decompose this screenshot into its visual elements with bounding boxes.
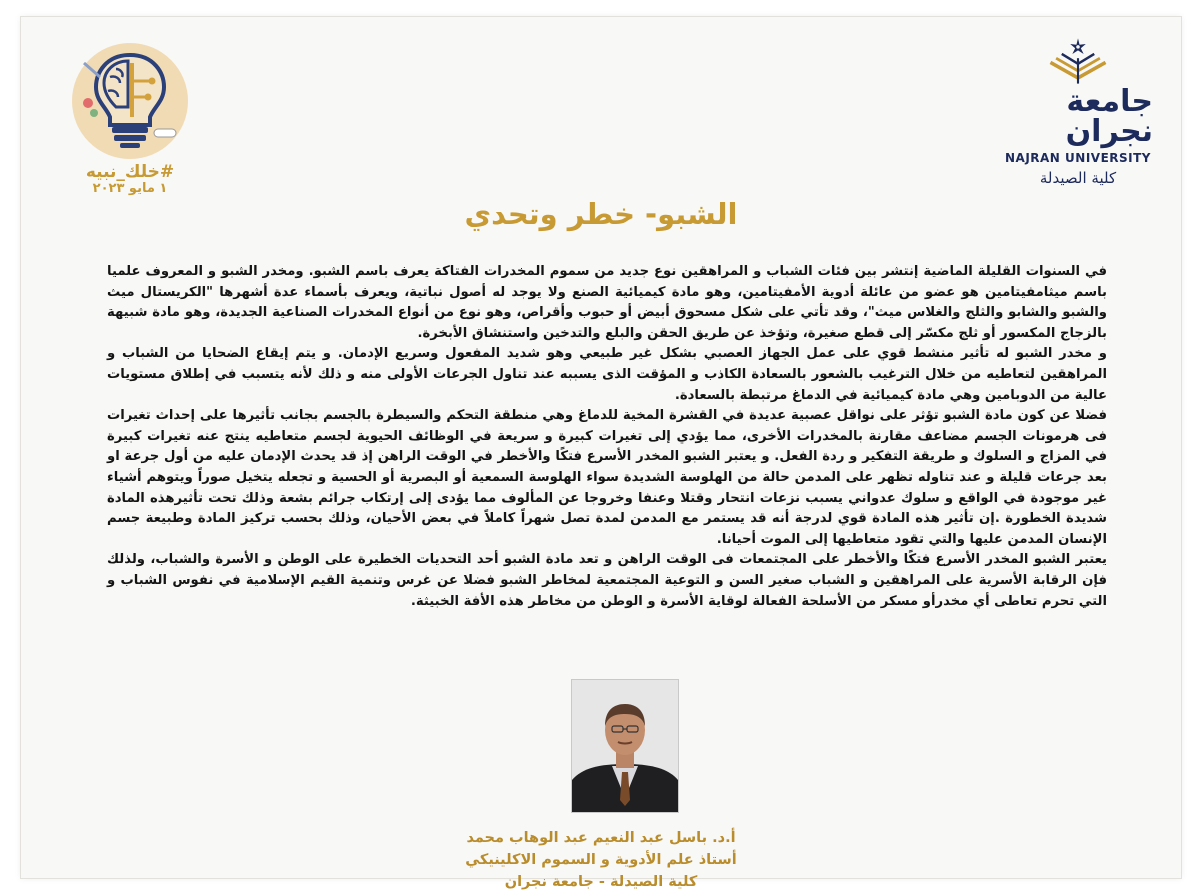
campaign-logo bbox=[55, 41, 205, 217]
poster-page bbox=[20, 16, 1182, 890]
campaign-date: ١ مايو ٢٠٢٣ bbox=[92, 181, 168, 196]
author-name: أ.د. باسل عبد النعيم عبد الوهاب محمد bbox=[466, 830, 736, 846]
university-emblem-icon bbox=[1033, 37, 1123, 85]
university-name-english: NAJRAN UNIVERSITY bbox=[1004, 151, 1151, 165]
university-name-arabic: جامعة نجران bbox=[1065, 84, 1153, 149]
paragraph-2: و مخدر الشبو له تأثير منشط قوي على عمل الجهاز العصبي بشكل غير طبيعي وهو شديد المفعول وسريع الإدمان. و يتم إيقاع الضحايا من الشباب و المراهقين لتعاطيه من خلال الترغيب بالشعور بالسعادة الكاذب و المؤقت الذى يسببه عند تناول الجرعات الأولى منه و ذلك لأنه يتسبب في إطلاق مستويات عالية من الدوبامين وهي مادة كيميائية في الدماغ مرتبطة بالسعادة. bbox=[107, 346, 1107, 403]
najran-university-logo bbox=[1003, 37, 1153, 187]
brain-bulb-icon bbox=[70, 41, 190, 161]
article-title: الشبو- خطر وتحدي bbox=[464, 197, 738, 231]
author-signature bbox=[21, 827, 1181, 893]
author-photo bbox=[571, 679, 679, 813]
paragraph-4: يعتبر الشبو المخدر الأسرع فتكًا والأخطر على المجتمعات فى الوقت الراهن و تعد مادة الشبو أحد التحديات الخطيرة على الوطن و الأسرة والشباب، ولذلك فإن الرقابة الأسرية على المراهقين و الشباب صغير السن و التوعية المجتمعية لمخاطر الشبو فضلا عن غرس وتنمية القيم الإسلامية في نفوس الشباب و التي تحرم تعاطى أي مخدرأو مسكر من الأسلحة الفعالة لوقاية الأسرة و الوطن من مخاطر هذه الأفة الخبيثة. bbox=[107, 552, 1107, 609]
author-affiliation: كلية الصيدلة - جامعة نجران bbox=[504, 874, 698, 890]
college-name: كلية الصيدلة bbox=[1039, 169, 1117, 187]
campaign-hashtag: #خلك_نبيه bbox=[85, 162, 175, 182]
article-body bbox=[107, 262, 1107, 612]
paragraph-3: فضلا عن كون مادة الشبو تؤثر على نواقل عصبية عديدة في القشرة المخية للدماغ وهي منطقة التحكم والسيطرة بالجسم بجانب تأثيرها على إحداث تغيرات فى هرمونات الجسم مضاعف مقارنة بالمخدرات الأخرى، مما يؤدي إلى تغيرات كبيرة و سريعة في الوظائف الحيوية لجسم متعاطيه ينتج عنه تغيرات كبيرة في المزاج و السلوك و طريقة التفكير و ردة الفعل. و يعتبر الشبو المخدر الأسرع فتكًا والأخطر في الوقت الراهن إذ قد يحدث الإدمان عليه من أول جرعة او بعد جرعات قليلة و عند تناوله تظهر على المدمن حالة من الهلوسة الشديدة سواء الهلوسة السمعية أو البصرية أو الحسية و تجعله يتخيل صوراً ويتوهم أشياء غير موجودة في الواقع و سلوك عدواني يسبب نزعات انتحار وقتلا وعنفا وخروجا عن المألوف مما يؤدى إلى إرتكاب جرائم بشعة وذلك تحت تأثيرهذه المادة شديدة الخطورة .إن تأثير هذه المادة قوي لدرجة أنه قد يستمر مع المدمن لمدة تصل شهراً كاملاً في بعض الأحيان، وذلك بحسب تركيز المادة وطبيعة جسم الإنسان المدمن عليها والتي تقود متعاطيها إلى الموت أحيانا. bbox=[107, 408, 1107, 547]
paragraph-1: في السنوات القليلة الماضية إنتشر بين فئات الشباب و المراهقين نوع جديد من سموم المخدرات الفتاكة يعرف باسم الشبو. ومخدر الشبو و المعروف علميا باسم ميثامفيتامين هو عضو من عائلة أدوية الأمفيتامين، وهو مادة كيميائية الصنع ولا يوجد له أصول نباتية، ويعرف بأسماء عدة أشهرها "الكريستال ميث والشبو والشابو والثلج والغلاس ميث"، وقد تأتي على شكل مسحوق أبيض أو حبوب وأقراص، وهو نوع من أنواع المخدرات الصناعية الجديدة، وهو مادة شبيهة بالزجاج المكسور أو ثلج مكسّر إلى قطع صغيرة، وتؤخذ عن طريق الحقن والبلع والتدخين واستنشاق الأبخرة. bbox=[107, 264, 1107, 341]
author-position: أستاذ علم الأدوية و السموم الاكلينيكي bbox=[465, 852, 737, 868]
